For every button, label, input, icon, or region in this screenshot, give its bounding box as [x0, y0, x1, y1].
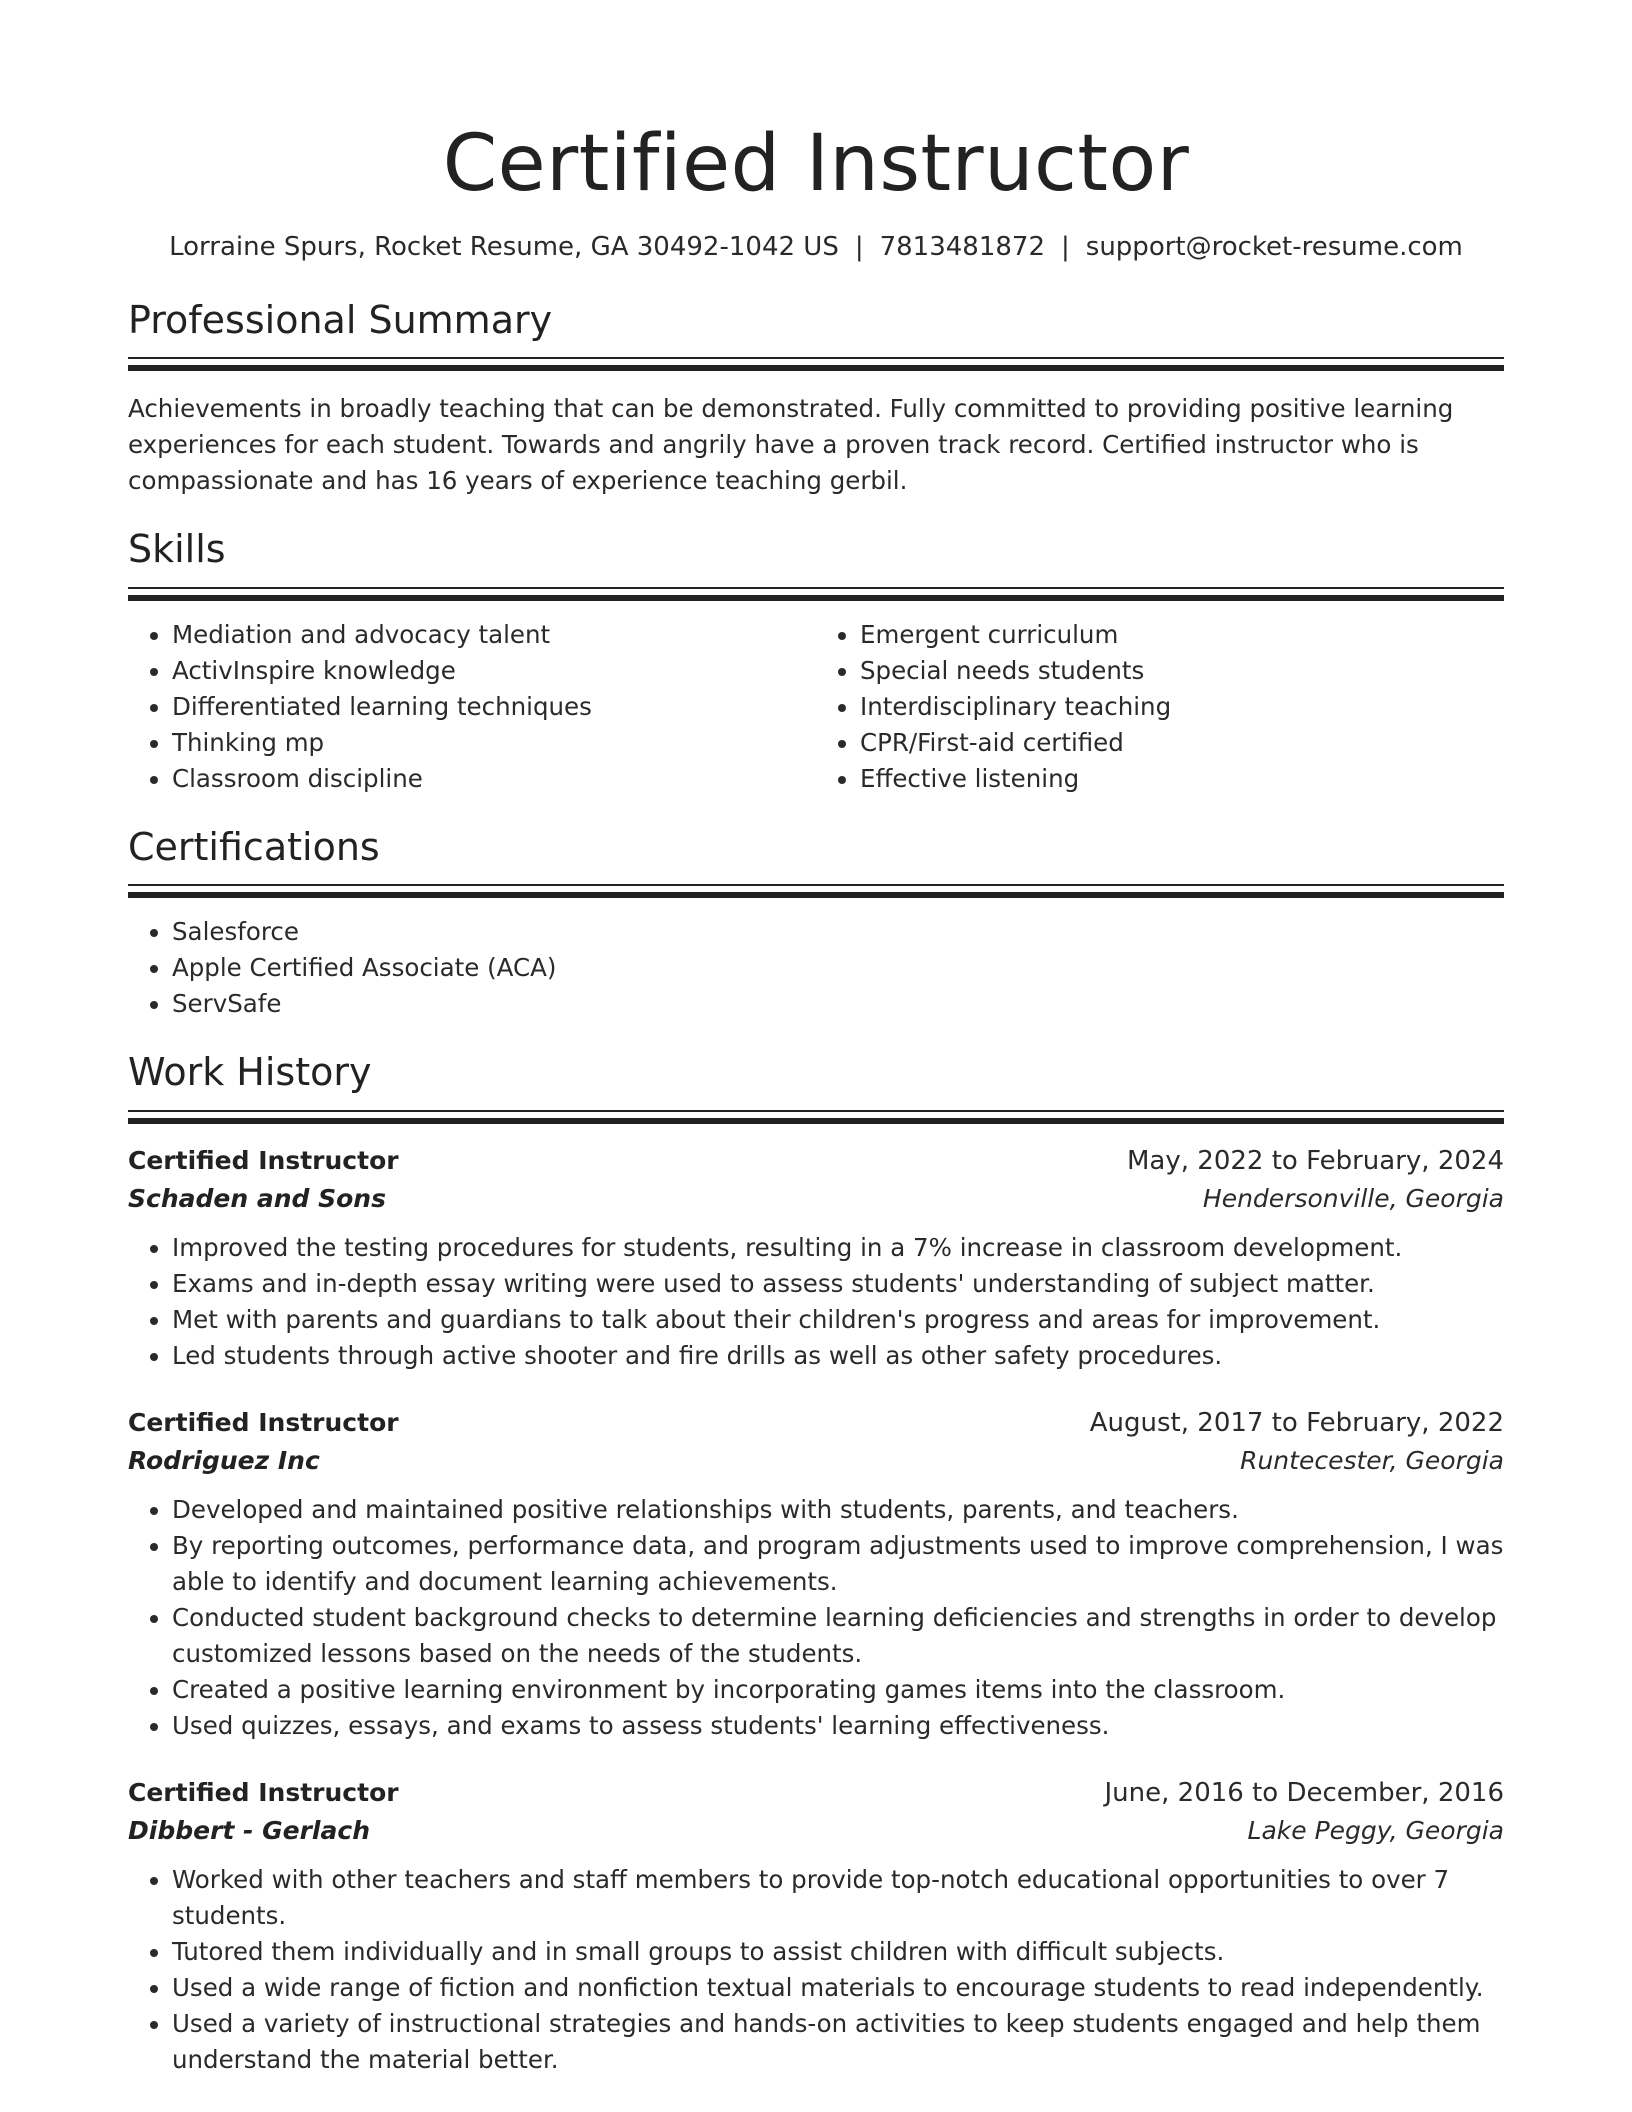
section-divider	[128, 357, 1504, 373]
skills-list-right	[816, 617, 1504, 797]
job-header-row	[128, 1142, 1504, 1180]
job-entry	[128, 1404, 1504, 1744]
skill-item: • Thinking mp	[172, 725, 816, 761]
summary-text: Achievements in broadly teaching that can be demonstrated. Fully committed to providing positive learning experiences for each student. Towards and angrily have a proven track record. Certified instructor who is compassionate and has 16 years of experience teaching gerbil.	[128, 394, 1454, 496]
section-divider	[128, 884, 1504, 900]
job-company: Schaden and Sons	[128, 1184, 386, 1214]
job-bullet: • Conducted student background checks to determine learning deficiencies and strengths in order to develop customized lessons based on the needs of the students.	[172, 1600, 1504, 1672]
job-subheader-row	[128, 1180, 1504, 1218]
job-header-row	[128, 1774, 1504, 1812]
job-location: Lake Peggy, Georgia	[1247, 1816, 1504, 1846]
summary-section	[128, 298, 1504, 500]
job-company: Dibbert - Gerlach	[128, 1816, 370, 1846]
contact-separator: |	[854, 231, 864, 262]
skill-item: • Mediation and advocacy talent	[172, 617, 816, 653]
job-bullets	[128, 1862, 1504, 2078]
skills-heading: Skills	[128, 527, 226, 572]
resume-title: Certified Instructor	[442, 119, 1190, 209]
job-bullet: • Used a wide range of fiction and nonfiction textual materials to encourage students to read independently.	[172, 1970, 1504, 2006]
certification-item: • Apple Certified Associate (ACA)	[172, 950, 1504, 986]
job-title: Certified Instructor	[128, 1778, 399, 1808]
skill-item: • Classroom discipline	[172, 761, 816, 797]
work-history-heading: Work History	[128, 1050, 372, 1095]
certifications-section	[128, 825, 1504, 1023]
skills-grid	[128, 617, 1504, 797]
skill-item: • Interdisciplinary teaching	[860, 689, 1504, 725]
skill-item: • ActivInspire knowledge	[172, 653, 816, 689]
contact-separator: |	[1061, 231, 1070, 262]
job-subheader-row	[128, 1812, 1504, 1850]
job-dates: August, 2017 to February, 2022	[1089, 1408, 1504, 1439]
skills-section	[128, 527, 1504, 797]
contact-line	[128, 232, 1504, 262]
job-title: Certified Instructor	[128, 1146, 399, 1176]
job-bullet: • Led students through active shooter and fire drills as well as other safety procedures.	[172, 1338, 1504, 1374]
job-title: Certified Instructor	[128, 1408, 399, 1438]
certification-item: • ServSafe	[172, 986, 1504, 1022]
job-bullet: • Met with parents and guardians to talk about their children's progress and areas for improvement.	[172, 1302, 1504, 1338]
job-bullet: • Used a variety of instructional strategies and hands-on activities to keep students engaged and help them understand the material better.	[172, 2006, 1504, 2078]
job-bullets	[128, 1230, 1504, 1374]
skill-item: • CPR/First-aid certified	[860, 725, 1504, 761]
job-bullet: • Created a positive learning environment by incorporating games items into the classroom.	[172, 1672, 1504, 1708]
job-bullet: • Used quizzes, essays, and exams to assess students' learning effectiveness.	[172, 1708, 1504, 1744]
job-bullets	[128, 1492, 1504, 1744]
job-dates: May, 2022 to February, 2024	[1127, 1146, 1504, 1177]
work-history-section	[128, 1050, 1504, 2078]
job-bullet: • Developed and maintained positive relationships with students, parents, and teachers.	[172, 1492, 1504, 1528]
job-entry	[128, 1142, 1504, 1374]
job-entry	[128, 1774, 1504, 2078]
job-location: Runtecester, Georgia	[1240, 1446, 1504, 1476]
job-subheader-row	[128, 1442, 1504, 1480]
job-bullet: • Tutored them individually and in small groups to assist children with difficult subjects.	[172, 1934, 1504, 1970]
skill-item: • Differentiated learning techniques	[172, 689, 816, 725]
certifications-heading: Certifications	[128, 824, 380, 869]
section-divider	[128, 587, 1504, 603]
contact-email: support@rocket-resume.com	[1085, 231, 1463, 262]
certification-item: • Salesforce	[172, 914, 1504, 950]
skill-item: • Special needs students	[860, 653, 1504, 689]
job-bullet: • Worked with other teachers and staff members to provide top-notch educational opportunities to over 7 students.	[172, 1862, 1504, 1934]
skills-list-left	[128, 617, 816, 797]
job-company: Rodriguez Inc	[128, 1446, 320, 1476]
contact-address: Lorraine Spurs, Rocket Resume, GA 30492-1042 US	[169, 231, 839, 262]
contact-phone: 7813481872	[879, 231, 1046, 262]
certifications-list	[128, 914, 1504, 1022]
section-divider	[128, 1110, 1504, 1126]
job-header-row	[128, 1404, 1504, 1442]
job-bullet: • Exams and in-depth essay writing were used to assess students' understanding of subject matter.	[172, 1266, 1504, 1302]
skill-item: • Effective listening	[860, 761, 1504, 797]
summary-heading: Professional Summary	[128, 297, 553, 342]
skill-item: • Emergent curriculum	[860, 617, 1504, 653]
job-bullet: • Improved the testing procedures for students, resulting in a 7% increase in classroom development.	[172, 1230, 1504, 1266]
job-dates: June, 2016 to December, 2016	[1104, 1778, 1504, 1809]
job-bullet: • By reporting outcomes, performance data, and program adjustments used to improve comprehension, I was able to identify and document learning achievements.	[172, 1528, 1504, 1600]
job-location: Hendersonville, Georgia	[1202, 1184, 1504, 1214]
